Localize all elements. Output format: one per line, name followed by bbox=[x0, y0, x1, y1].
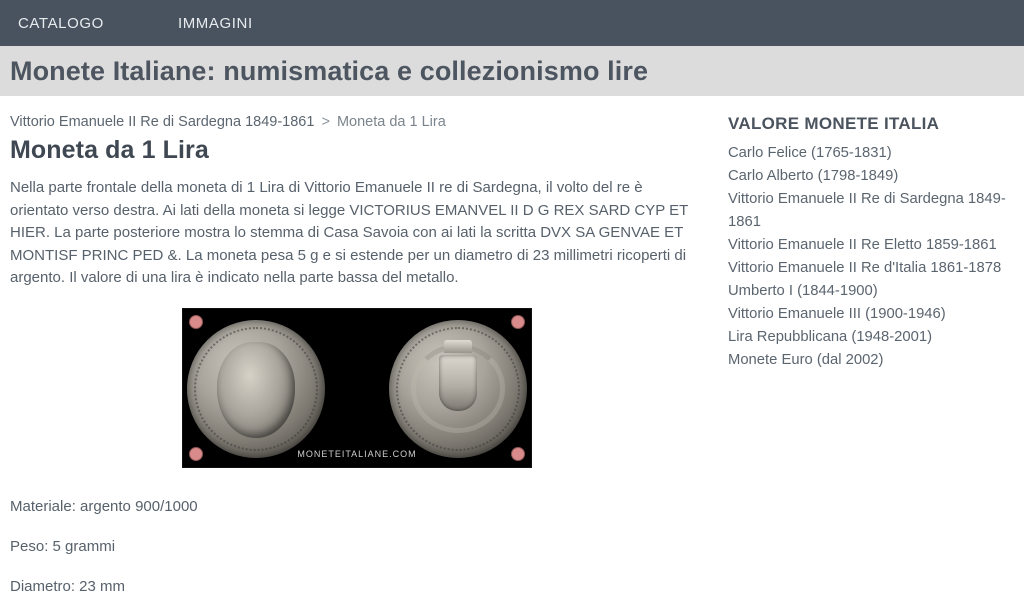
coin-specs bbox=[10, 498, 702, 595]
site-title: Monete Italiane: numismatica e collezionismo lire bbox=[10, 55, 649, 86]
spec-material: Materiale: argento 900/1000 bbox=[10, 497, 198, 515]
site-title-band bbox=[0, 46, 1024, 96]
spec-weight: Peso: 5 grammi bbox=[10, 537, 116, 555]
breadcrumb bbox=[10, 114, 702, 130]
sidebar-item-umberto-i[interactable]: Umberto I (1844-1900) bbox=[728, 283, 878, 299]
page-title: Moneta da 1 Lira bbox=[10, 136, 209, 164]
coin-description: Nella parte frontale della moneta di 1 Lira di Vittorio Emanuele II re di Sardegna, il volto del re è orientato verso destra. Ai lati della moneta si legge VICTORIUS EMANVEL II D G REX SARD CYP ET HIER. La parte posteriore mostra lo stemma di Casa Savoia con ai lati la scritta DVX SA GENVAE ET MONTISF PRINC PED &. La moneta pesa 5 g e si estende per un diametro di 23 millimetri ricoperti di argento. Il valore di una lira è indicato nella parte bassa del metallo. bbox=[10, 179, 689, 286]
sidebar-item-vittorio-emanuele-ii-italia[interactable]: Vittorio Emanuele II Re d'Italia 1861-1878 bbox=[728, 260, 1002, 276]
sidebar-list bbox=[728, 142, 1014, 372]
coin-wreath-icon bbox=[411, 344, 505, 432]
rivet-top-left-icon bbox=[189, 315, 203, 329]
sidebar-item-monete-euro[interactable]: Monete Euro (dal 2002) bbox=[728, 352, 884, 368]
sidebar-item-vittorio-emanuele-ii-re-eletto[interactable]: Vittorio Emanuele II Re Eletto 1859-1861 bbox=[728, 237, 997, 253]
breadcrumb-separator: > bbox=[321, 114, 330, 130]
top-navigation-bar bbox=[0, 0, 1024, 46]
coin-shield-icon bbox=[439, 355, 478, 410]
nav-item-immagini[interactable]: IMMAGINI bbox=[177, 14, 253, 32]
image-watermark: MONETEITALIANE.COM bbox=[297, 448, 417, 459]
coin-reverse-icon bbox=[389, 320, 527, 458]
coin-crown-icon bbox=[444, 340, 472, 352]
nav-item-catalogo[interactable]: CATALOGO bbox=[18, 14, 104, 32]
coin-portrait-icon bbox=[217, 342, 294, 439]
breadcrumb-parent-link[interactable]: Vittorio Emanuele II Re di Sardegna 1849-1861 bbox=[10, 114, 315, 130]
sidebar-item-carlo-alberto[interactable]: Carlo Alberto (1798-1849) bbox=[728, 168, 899, 184]
coin-obverse-icon bbox=[187, 320, 325, 458]
main-column bbox=[0, 96, 714, 600]
rivet-top-right-icon bbox=[511, 315, 525, 329]
spec-diameter: Diametro: 23 mm bbox=[10, 577, 126, 595]
sidebar bbox=[714, 96, 1024, 600]
breadcrumb-current: Moneta da 1 Lira bbox=[336, 114, 446, 130]
sidebar-item-vittorio-emanuele-ii-sardegna[interactable]: Vittorio Emanuele II Re di Sardegna 1849-1861 bbox=[728, 191, 1006, 230]
sidebar-item-carlo-felice[interactable]: Carlo Felice (1765-1831) bbox=[728, 145, 892, 161]
sidebar-item-lira-repubblicana[interactable]: Lira Repubblicana (1948-2001) bbox=[728, 329, 933, 345]
coin-image[interactable] bbox=[182, 308, 532, 468]
content-area bbox=[0, 96, 1024, 600]
sidebar-item-vittorio-emanuele-iii[interactable]: Vittorio Emanuele III (1900-1946) bbox=[728, 306, 946, 322]
sidebar-title: VALORE MONETE ITALIA bbox=[728, 114, 940, 133]
